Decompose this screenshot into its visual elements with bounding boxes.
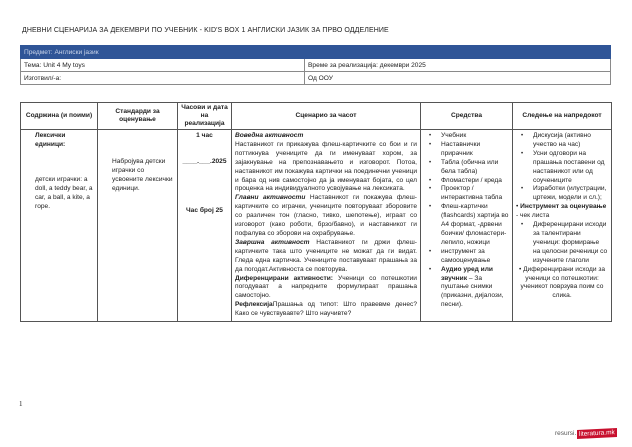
talented-outcome: • Диференцирани исходи за талентирани ученици: формирање на целосни реченици со изучените глаголи: [521, 221, 608, 264]
scenario-cell: [232, 130, 421, 322]
header-scenario: Сценарио за часот: [232, 103, 421, 130]
bullet-icon: •: [521, 186, 524, 193]
hours-cell: [178, 130, 232, 322]
resource-item: • Фломастери / креда: [429, 176, 502, 184]
brand-logo[interactable]: [555, 429, 617, 438]
lesson-row: [21, 130, 612, 322]
resource-item: • Табла (обична или бела табла): [429, 158, 499, 175]
assessment-instrument: [516, 203, 608, 221]
bullet-icon: •: [429, 133, 432, 139]
intro-activity: [235, 132, 417, 194]
main-title: Главни активности: [235, 194, 306, 202]
header-progress: Следење на напредокот: [513, 103, 612, 130]
final-text: Наставникот ги држи флеш-картичките така што учениците не можат да ги видат. Гледа една картичка. Учениците поставуваат прашања за да погодат.Активноста се повторува.: [235, 238, 417, 273]
intro-text: Наставникот ги прикажува флеш-картичките со бои и ги поттикнува учениците да ги именуваат хором, за зајакнување на препознавањето и изговорот. Потоа, наставникот им покажува картички на поединечни ученици и бара од нив самостојно да ја именуваат бојата, со цел проценка на индивидуалното усвојување на лексиката.: [235, 140, 417, 193]
instrument-label: Инструмент за оценување: [520, 203, 607, 211]
bullet-icon: •: [429, 177, 432, 184]
content-cell: [21, 130, 98, 322]
bullet-icon: •: [429, 204, 432, 211]
final-activity: [235, 239, 417, 275]
author-cell: Изготвил/-а:: [21, 72, 305, 85]
author-row: [21, 72, 611, 85]
standards-cell: [98, 130, 178, 322]
progress-item: • Изработки (илустрации, цртежи, модели и сл.);: [521, 185, 607, 202]
diff-title: Диференцирани активности:: [235, 274, 333, 282]
resource-item: • Аудио уред или звучник – За пуштање снимки (приказни, дијалози, песни).: [429, 265, 504, 309]
bullet-icon: •: [429, 266, 432, 273]
class-hours: 1 час: [196, 132, 213, 139]
bullet-icon: •: [429, 159, 432, 166]
lesson-plan-table: [20, 102, 612, 322]
brand-name: literatura.mk: [579, 429, 616, 438]
school-cell: Од ООУ: [305, 72, 611, 85]
resource-item: • Флеш-картички (flashcards) хартија во А4 формат, -дрвени боички/ фломастери- лепило, ножици: [429, 203, 509, 246]
header-standards: Стандарди за оценување: [98, 103, 178, 130]
bullet-icon: •: [518, 265, 522, 273]
standards-text: Набројува детски играчки со усвоените лексички единици.: [112, 158, 173, 192]
diff-text: Ученици со потешкотии погодуваат а напредните формулираат прашања самостојно.: [235, 274, 417, 300]
differentiated-activity: [235, 275, 417, 302]
struggling-outcome: • Диференцирани исходи за ученици со потешкотии: ученикот поврзува поим со слика.: [518, 265, 606, 300]
header-content: Содржина (и поими): [21, 103, 98, 130]
bullet-icon: •: [429, 141, 432, 148]
bullet-icon: •: [521, 133, 524, 139]
talented-list: [516, 221, 608, 266]
resource-item: • Проектор / интерактивна табла: [429, 185, 503, 202]
progress-item: • Усни одговори на прашања поставени од наставникот или од соучениците: [521, 149, 605, 184]
reflection-title: Рефлексија: [235, 301, 273, 309]
progress-list: [516, 132, 608, 203]
bullet-icon: •: [521, 150, 524, 157]
main-activity: [235, 194, 417, 239]
header-hours: Часови и дата на реализација: [178, 103, 232, 130]
final-title: Завршна активност: [235, 238, 310, 246]
document-title: ДНЕВНИ СЦЕНАРИЈА ЗА ДЕКЕМВРИ ПО УЧЕБНИК - KID'S BOX 1 АНГЛИСКИ ЈАЗИК ЗА ПРВО ОДДЕЛЕНИЕ: [22, 27, 389, 34]
subject-cell: Предмет: Англиски јазик: [21, 46, 611, 59]
progress-item: • Дискусија (активно учество на час): [521, 132, 591, 148]
class-number: Час број 25: [186, 206, 223, 214]
content-heading: Лексички единици:: [35, 132, 66, 148]
bullet-icon: •: [521, 222, 524, 229]
reflection: [235, 301, 417, 319]
resources-list: [424, 132, 509, 310]
bullet-icon: •: [516, 203, 519, 211]
main-text: Наставникот ги покажува флеш-картичките со играчки, учениците повторуваат зборовите со различен тон (гласно, тивко, шепотење), играат со изговорот (како роботи, брзо/бавно), и наставникот ги пофалува со зборови на охрабрување.: [235, 194, 417, 237]
brand-prefix: resursi.: [555, 430, 577, 437]
resource-item: • Наставнички прирачник: [429, 140, 481, 157]
bullet-icon: •: [429, 248, 432, 255]
page-number: 1: [19, 400, 23, 408]
time-cell: Време за реализација: декември 2025: [305, 59, 611, 72]
header-resources: Средства: [421, 103, 513, 130]
resources-cell: [421, 130, 513, 322]
subject-row: [21, 46, 611, 59]
content-text: детски играчки: a doll, a teddy bear, a car, a ball, a kite, a rope.: [35, 175, 93, 210]
bullet-icon: •: [429, 186, 432, 193]
header-row: [21, 103, 612, 130]
topic-cell: Тема: Unit 4 My toys: [21, 59, 305, 72]
resource-item: • инструмент за самооценување: [429, 247, 491, 264]
resource-item: • Учебник: [429, 132, 467, 139]
topic-row: [21, 59, 611, 72]
intro-title: Воведна активност: [235, 132, 304, 139]
lesson-info-table: [20, 45, 611, 85]
class-date: ____.___.2025: [182, 157, 227, 165]
instrument-text: - чек листа: [516, 212, 550, 220]
reflection-text: Прашања од типот: Што правевме денес? Како се чувствувавте? Што научивте?: [235, 301, 417, 318]
progress-cell: [513, 130, 612, 322]
